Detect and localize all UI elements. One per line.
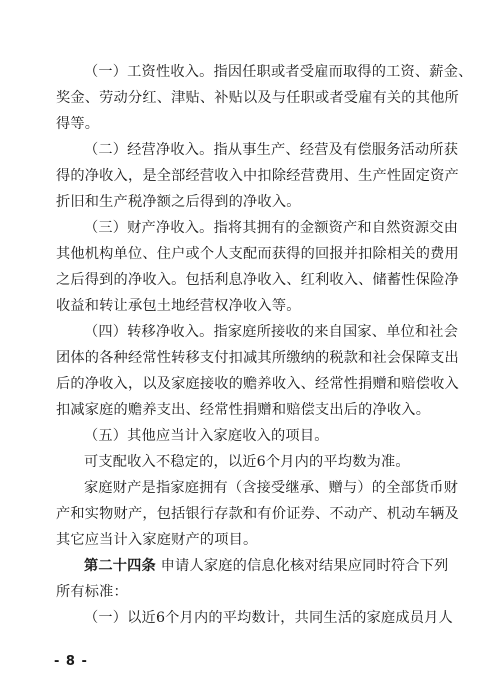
text-line: 可支配收入不稳定的，以近6个月内的平均数为准。: [84, 454, 410, 470]
article-line: [84, 556, 489, 576]
text-line: 其他机构单位、住户或个人支配而获得的回报并扣除相关的费用: [56, 246, 459, 262]
text-line: 产和实物财产，包括银行存款和有价证券、不动产、机动车辆及: [56, 506, 459, 522]
text-line: （三）财产净收入。指将其拥有的金额资产和自然资源交由: [84, 220, 459, 236]
text-line: （四）转移净收入。指家庭所接收的来自国家、单位和社会: [84, 324, 459, 340]
text-line: 奖金、劳动分红、津贴、补贴以及与任职或者受雇有关的其他所: [56, 90, 459, 106]
text-line: 家庭财产是指家庭拥有（含接受继承、赠与）的全部货币财: [84, 480, 459, 496]
text-line: 折旧和生产税净额之后得到的净收入。: [56, 194, 301, 210]
text-line: 收益和转让承包土地经营权净收入等。: [56, 298, 301, 314]
text-line: 团体的各种经常性转移支付扣减其所缴纳的税款和社会保障支出: [56, 350, 459, 366]
text-line: 之后得到的净收入。包括利息净收入、红利收入、储蓄性保险净: [56, 272, 459, 288]
article-label: 第二十四条: [84, 558, 156, 574]
text-line: 得等。: [56, 116, 100, 132]
article-text: 申请人家庭的信息化核对结果应同时符合下列: [160, 558, 449, 574]
text-line: （一）以近6个月内的平均数计，共同生活的家庭成员月人: [84, 610, 453, 626]
text-line: （五）其他应当计入家庭收入的项目。: [84, 428, 329, 444]
text-line: 后的净收入，以及家庭接收的赡养收入、经常性捐赠和赔偿收入: [56, 376, 459, 392]
text-line: （二）经营净收入。指从事生产、经营及有偿服务活动所获: [84, 142, 459, 158]
page-number: - 8 -: [54, 654, 88, 669]
text-line: 扣减家庭的赡养支出、经常性捐赠和赔偿支出后的净收入。: [56, 402, 431, 418]
text-line: 其它应当计入家庭财产的项目。: [56, 532, 258, 548]
text-line: 得的净收入，是全部经营收入中扣除经营费用、生产性固定资产: [56, 168, 459, 184]
text-line: 所有标准：: [56, 584, 128, 600]
text-line: （一）工资性收入。指因任职或者受雇而取得的工资、薪金、: [84, 64, 473, 80]
